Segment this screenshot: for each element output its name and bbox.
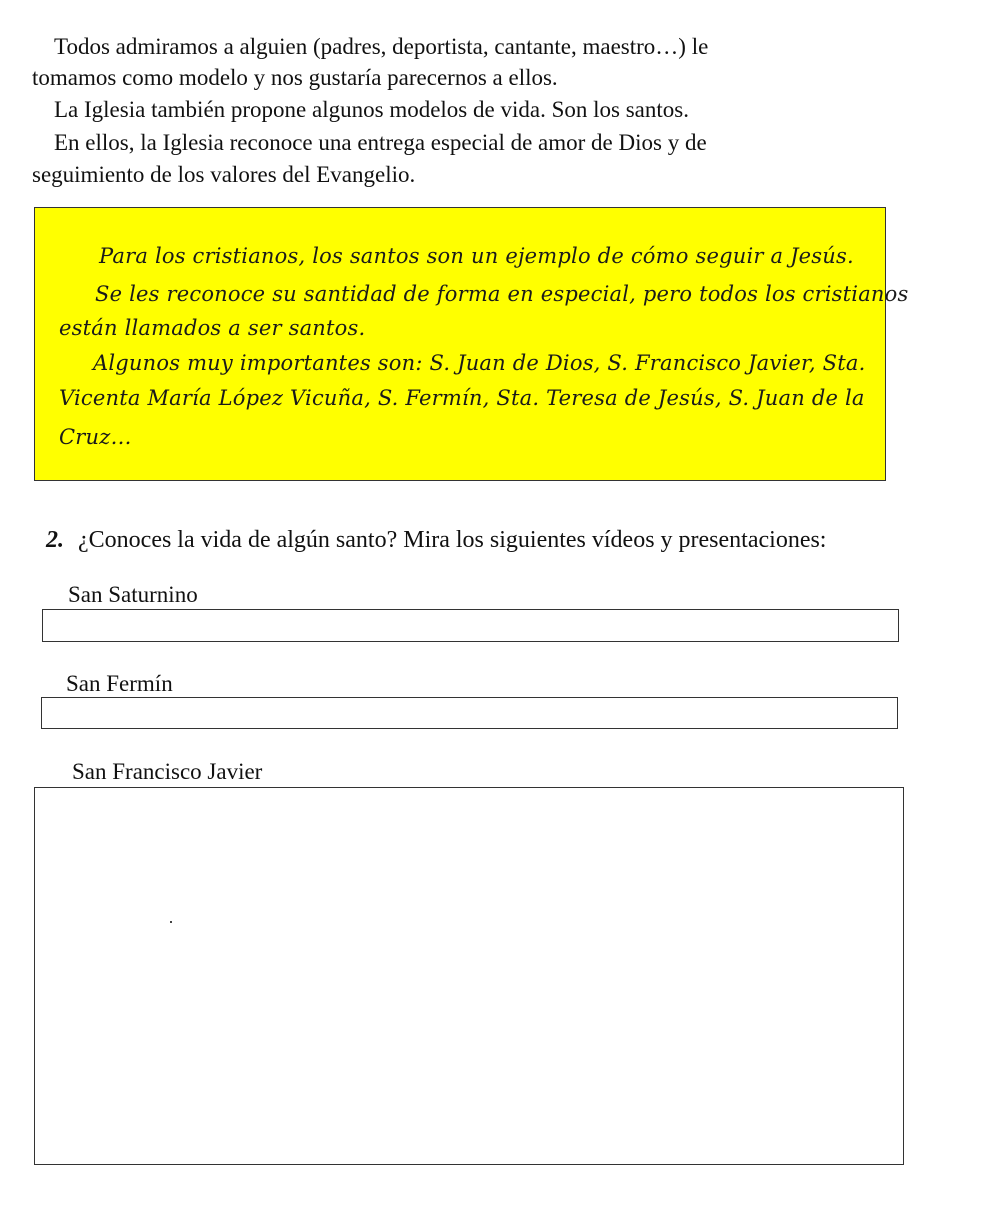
intro-line-4: En ellos, la Iglesia reconoce una entrega especial de amor de Dios y de [54, 130, 707, 155]
intro-line-5: seguimiento de los valores del Evangelio. [32, 162, 416, 187]
media-embed-san-fermin[interactable] [41, 697, 898, 729]
media-label-san-francisco-javier: San Francisco Javier [72, 759, 263, 784]
question-2 [46, 524, 826, 556]
highlight-line-1: Para los cristianos, los santos son un ejemplo de cómo seguir a Jesús. [99, 244, 854, 268]
highlight-line-5: Vicenta María López Vicuña, S. Fermín, Sta. Teresa de Jesús, S. Juan de la [59, 386, 865, 410]
intro-line-3: La Iglesia también propone algunos modelos de vida. Son los santos. [54, 97, 689, 122]
stray-dot [170, 921, 172, 923]
intro-line-2: tomamos como modelo y nos gustaría parecernos a ellos. [32, 65, 558, 90]
intro-line-1: Todos admiramos a alguien (padres, deportista, cantante, maestro…) le [54, 34, 709, 59]
media-label-san-fermin: San Fermín [66, 671, 173, 696]
highlight-line-3: están llamados a ser santos. [59, 316, 366, 340]
media-label-san-saturnino: San Saturnino [68, 582, 198, 607]
highlight-line-4: Algunos muy importantes son: S. Juan de Dios, S. Francisco Javier, Sta. [93, 351, 866, 375]
question-number: 2. [46, 527, 64, 553]
question-text: ¿Conoces la vida de algún santo? Mira los siguientes vídeos y presentaciones: [78, 527, 827, 553]
saints-highlight-box [34, 207, 909, 481]
media-embed-san-saturnino[interactable] [42, 609, 899, 642]
media-embed-san-francisco-javier[interactable] [34, 787, 904, 1165]
highlight-line-2: Se les reconoce su santidad de forma en especial, pero todos los cristianos [95, 282, 909, 306]
highlight-line-6: Cruz… [59, 425, 132, 449]
